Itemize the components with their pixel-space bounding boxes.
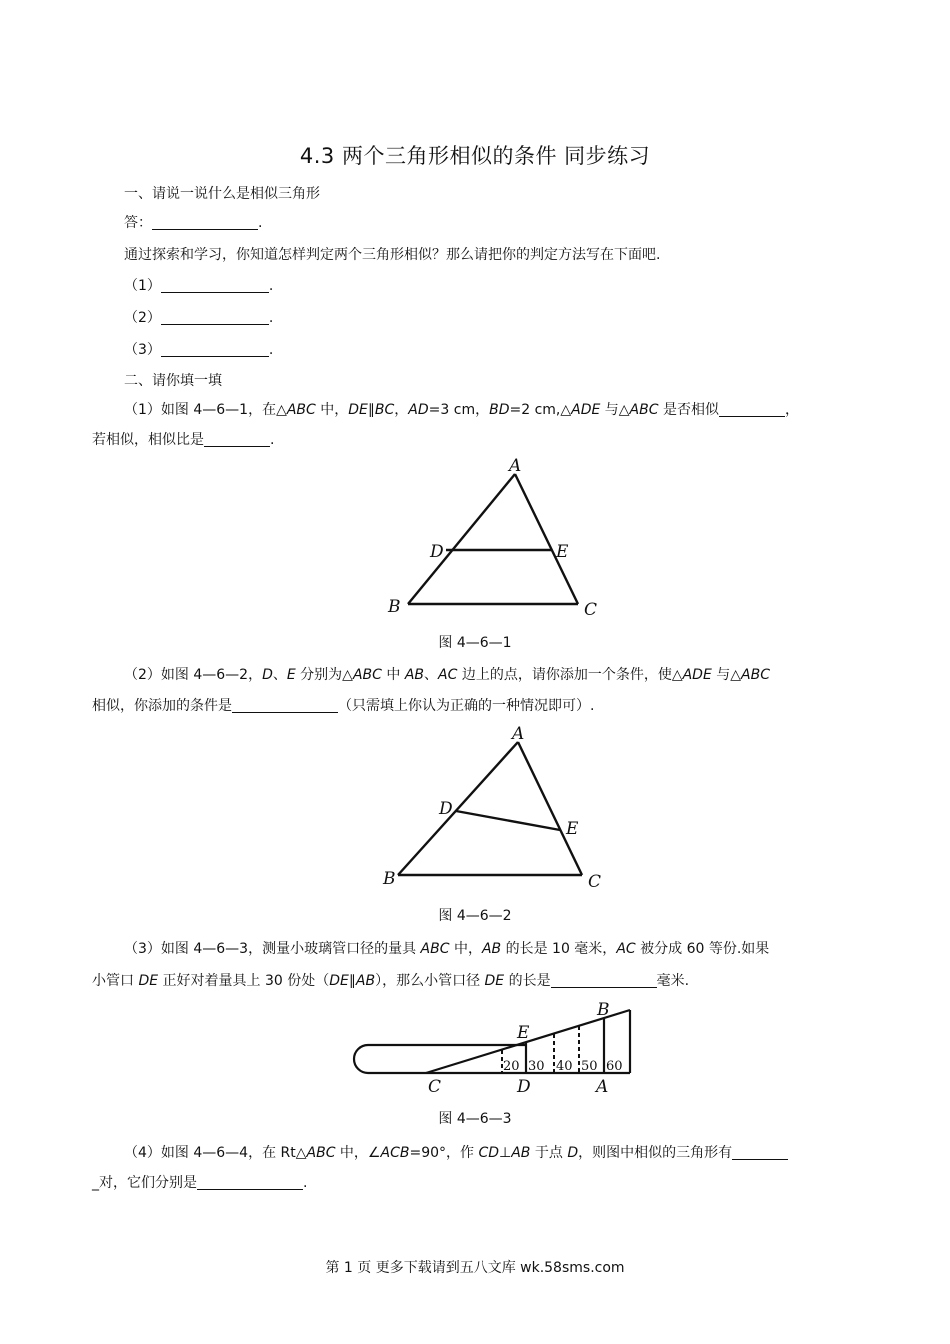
figure-3-caption: 图 4—6—3 (438, 1111, 512, 1127)
method-blank-1 (161, 278, 269, 293)
figure-2-caption: 图 4—6—2 (438, 908, 512, 924)
question-3-line-2: 小管口 DE 正好对着量具上 30 份处（DE∥AB），那么小管口径 DE 的长是 毫米. (92, 973, 690, 989)
figure-1-caption: 图 4—6—1 (438, 635, 512, 651)
question-4-line-1: （4）如图 4—6—4，在 Rt△ABC 中，∠ACB=90°，作 CD⊥AB 于点 D，则图中相似的三角形有 (124, 1142, 788, 1162)
page-title: 4.3 两个三角形相似的条件 同步练习 (299, 144, 651, 168)
answer-blank (152, 215, 258, 230)
section2-heading: 二、请你填一填 (124, 373, 222, 389)
label-c: C (584, 600, 598, 620)
question-1-line-1: （1）如图 4—6—1，在△ABC 中，DE∥BC，AD=3 cm，BD=2 cm,△ADE 与△ABC 是否相似 ， (124, 402, 799, 418)
section1-answer: 答： . (124, 215, 263, 231)
tick-label-30: 30 (528, 1059, 545, 1074)
tick-label-40: 40 (556, 1059, 573, 1074)
segment-de (456, 811, 560, 830)
label-e: E (517, 1023, 530, 1043)
page-footer: 第 1 页 更多下载请到五八文库 wk.58sms.com (325, 1260, 625, 1276)
condition-blank (232, 698, 338, 713)
figure-4-6-2 (380, 720, 620, 895)
label-c: C (588, 872, 602, 892)
method-blank-2 (161, 310, 269, 325)
question-2-line-1: （2）如图 4—6—2，D、E 分别为△ABC 中 AB、AC 边上的点，请你添加一个条件，使△ADE 与△ABC (124, 667, 770, 683)
method-item-2: （2） . (124, 310, 274, 326)
label-a: A (512, 724, 525, 744)
method-item-3: （3） . (124, 342, 274, 358)
diameter-blank (551, 973, 657, 988)
pairs-count-blank (732, 1145, 788, 1160)
label-e: E (566, 819, 579, 839)
method-item-1: （1） . (124, 278, 274, 294)
section1-intro: 通过探索和学习，你知道怎样判定两个三角形相似？那么请把你的判定方法写在下面吧. (124, 247, 661, 263)
label-a: A (509, 456, 522, 476)
pairs-list-blank (197, 1175, 303, 1190)
figure-4-6-3 (340, 998, 640, 1098)
tick-label-60: 60 (606, 1059, 623, 1074)
question-1-line-2: 若相似，相似比是 . (92, 432, 275, 448)
segment-ab (408, 474, 515, 604)
label-a: A (596, 1077, 609, 1097)
section1-heading: 一、请说一说什么是相似三角形 (124, 186, 320, 202)
figure-4-6-1 (380, 452, 620, 622)
question-4-line-2: _对，它们分别是 . (92, 1175, 308, 1191)
segment-ac (515, 474, 578, 604)
question-3-line-1: （3）如图 4—6—3，测量小玻璃管口径的量具 ABC 中，AB 的长是 10 毫米，AC 被分成 60 等份.如果 (124, 941, 770, 957)
ratio-blank (204, 432, 270, 447)
tick-label-20: 20 (503, 1059, 520, 1074)
question-2-line-2: 相似，你添加的条件是 （只需填上你认为正确的一种情况即可）. (92, 698, 595, 714)
label-b: B (388, 597, 401, 617)
label-d: D (439, 799, 453, 819)
label-e: E (556, 542, 569, 562)
label-d: D (517, 1077, 531, 1097)
similar-blank (719, 402, 785, 417)
method-blank-3 (161, 342, 269, 357)
label-d: D (430, 542, 444, 562)
label-b: B (383, 869, 396, 889)
label-c: C (428, 1077, 442, 1097)
segment-ab (398, 742, 518, 875)
segment-ac (518, 742, 582, 875)
tick-label-50: 50 (581, 1059, 598, 1074)
label-b: B (597, 1000, 610, 1020)
